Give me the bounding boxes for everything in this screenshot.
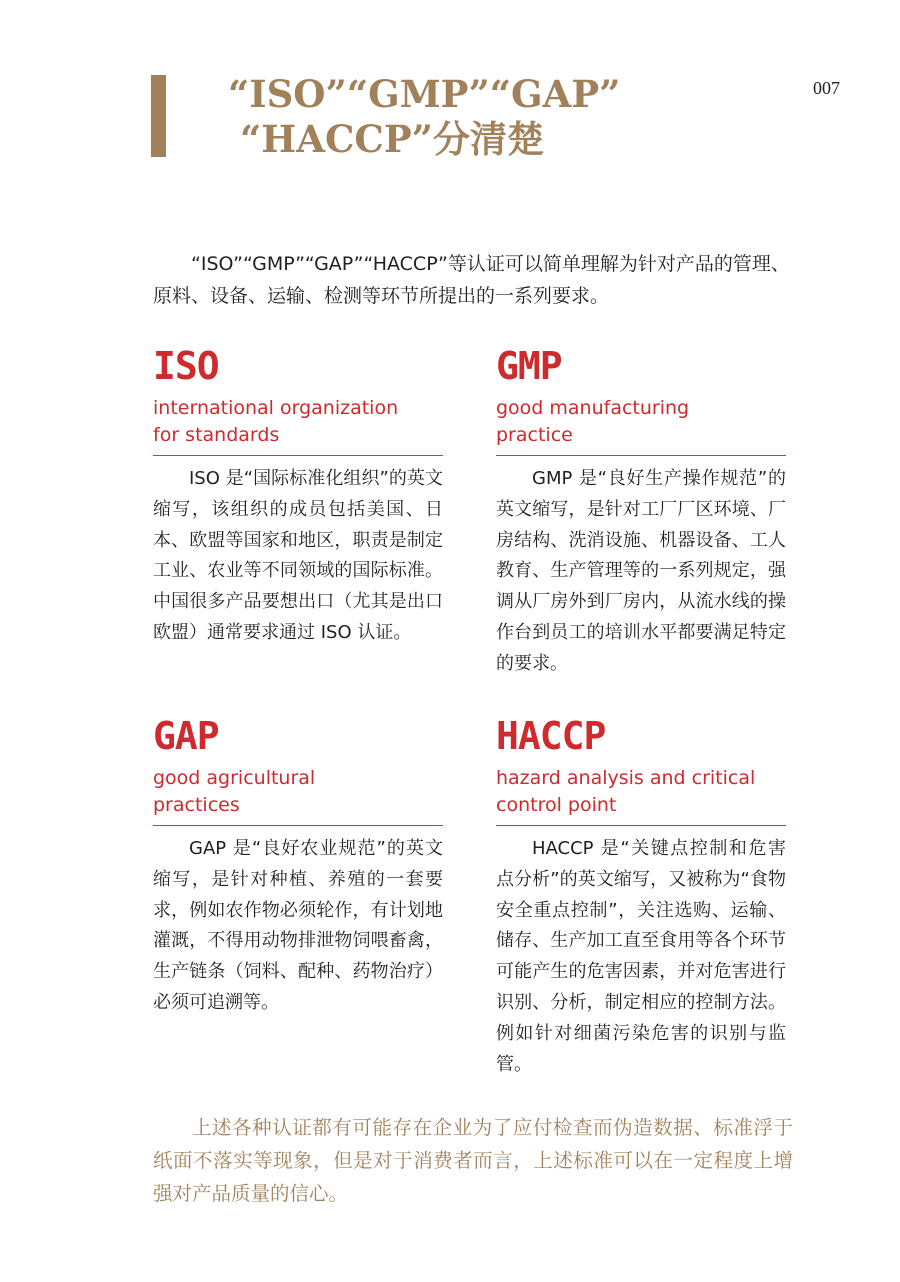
subtitle-line-1: international organization bbox=[153, 397, 399, 419]
subtitle-line-1: good agricultural bbox=[153, 767, 316, 789]
section-subtitle bbox=[153, 395, 443, 449]
subtitle-line-1: good manufacturing bbox=[496, 397, 690, 419]
section-title: HACCP bbox=[496, 714, 606, 758]
page-title-line-1: “ISO”“GMP”“GAP” bbox=[228, 72, 621, 116]
intro-text: “ISO”“GMP”“GAP”“HACCP”等认证可以简单理解为针对产品的管理、原料、设备、运输、检测等环节所提出的一系列要求。 bbox=[153, 253, 790, 307]
subtitle-line-2: practices bbox=[153, 794, 240, 816]
section-divider bbox=[496, 455, 786, 456]
section-iso bbox=[153, 343, 443, 649]
section-divider bbox=[153, 455, 443, 456]
section-body: GAP 是“良好农业规范”的英文缩写，是针对种植、养殖的一套要求，例如农作物必须轮作，有计划地灌溉，不得用动物排泄物饲喂畜禽，生产链条（饲料、配种、药物治疗）必须可追溯等。 bbox=[153, 838, 443, 1013]
section-body: HACCP 是“关键点控制和危害点分析”的英文缩写，又被称为“食物安全重点控制”，关注选购、运输、储存、生产加工直至食用等各个环节可能产生的危害因素，并对危害进行识别、分析，制定相应的控制方法。例如针对细菌污染危害的识别与监管。 bbox=[496, 838, 786, 1075]
section-body: GMP 是“良好生产操作规范”的英文缩写，是针对工厂厂区环境、厂房结构、洗消设施、机器设备、工人教育、生产管理等的一系列规定，强调从厂房外到厂房内，从流水线的操作台到员工的培训水平都要满足特定的要求。 bbox=[496, 468, 786, 674]
subtitle-line-2: practice bbox=[496, 424, 573, 446]
section-haccp bbox=[496, 713, 786, 1080]
intro-paragraph bbox=[153, 248, 793, 312]
section-subtitle bbox=[153, 765, 443, 819]
section-subtitle bbox=[496, 395, 786, 449]
section-gmp bbox=[496, 343, 786, 680]
section-gap bbox=[153, 713, 443, 1019]
summary-paragraph: 上述各种认证都有可能存在企业为了应付检查而伪造数据、标准浮于纸面不落实等现象，但是对于消费者而言，上述标准可以在一定程度上增强对产品质量的信心。 bbox=[153, 1116, 793, 1205]
section-title: GAP bbox=[153, 714, 219, 758]
section-divider bbox=[496, 825, 786, 826]
subtitle-line-2: control point bbox=[496, 794, 617, 816]
section-subtitle bbox=[496, 765, 786, 819]
subtitle-line-1: hazard analysis and critical bbox=[496, 767, 756, 789]
section-divider bbox=[153, 825, 443, 826]
section-title: GMP bbox=[496, 344, 562, 388]
page-number: 007 bbox=[813, 78, 840, 98]
section-body: ISO 是“国际标准化组织”的英文缩写，该组织的成员包括美国、日本、欧盟等国家和地区，职责是制定工业、农业等不同领域的国际标准。中国很多产品要想出口（尤其是出口欧盟）通常要求通过 ISO 认证。 bbox=[153, 468, 443, 643]
title-accent-bar bbox=[151, 75, 166, 157]
page-title-line-2: “HACCP”分清楚 bbox=[240, 117, 544, 161]
section-title: ISO bbox=[153, 344, 219, 388]
subtitle-line-2: for standards bbox=[153, 424, 280, 446]
